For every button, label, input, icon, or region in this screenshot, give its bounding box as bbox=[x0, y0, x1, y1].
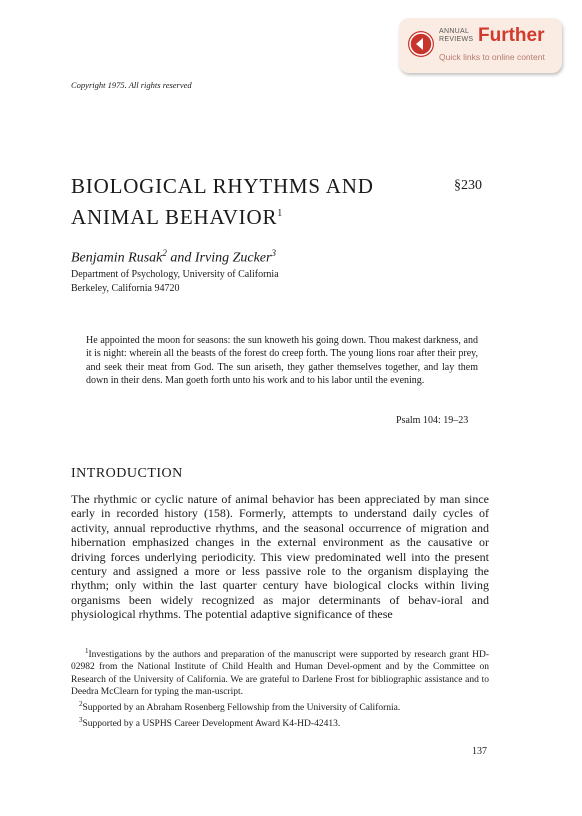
title-line-2: ANIMAL BEHAVIOR$^1$ bbox=[71, 205, 283, 229]
further-label: Further bbox=[478, 25, 545, 46]
copyright-notice: Copyright 1975. All rights reserved bbox=[71, 80, 192, 90]
author2-footnote-mark[interactable]: 3 bbox=[271, 248, 276, 258]
author1-footnote-mark[interactable]: 2 bbox=[162, 248, 167, 258]
author-line: Benjamin Rusak$^2$ and Irving Zucker$^3$ bbox=[71, 248, 276, 266]
epigraph-citation: Psalm 104: 19–23 bbox=[396, 415, 469, 426]
title-footnote-mark[interactable]: 1 bbox=[277, 208, 283, 219]
annual-reviews-wordmark: ANNUAL REVIEWS bbox=[439, 28, 474, 43]
footnote-2: $^2$Supported by an Abraham Rosenberg Fellowship from the University of California. bbox=[79, 699, 401, 714]
footnotes bbox=[71, 645, 489, 731]
author-zucker: Irving Zucker bbox=[194, 250, 272, 266]
author-rusak: Benjamin Rusak bbox=[71, 250, 163, 266]
section-heading: INTRODUCTION bbox=[71, 466, 183, 481]
epigraph-text: He appointed the moon for seasons: the sun knoweth his going down. Thou makest darkness, and it is night: wherein all the beasts of the forest do creep forth. The young lions roar after their prey, and seek their meat from God. The sun ariseth, they gather themselves together, and lay them down in their dens. Man goeth forth unto his work and to his labor until the evening. bbox=[86, 335, 478, 387]
body-paragraph: The rhythmic or cyclic nature of animal behavior has been appreciated by man since early in recorded history (158). Formerly, attempts to understand daily cycles of activity, annual reproductive rhythms, and the seasonal occurrence of migration and hibernation emphasized changes in the external environment as the causative or driving forces underlying periodicity. This view predominated well into the present century and assigned a more or less passive role to the organism displaying the rhythm; only within the last quarter century have biological clocks within living organisms been widely recognized as major determinants of behav-ioral and physiological rhythms. The potential adaptive significance of these bbox=[71, 492, 489, 622]
annual-reviews-logo-icon bbox=[408, 31, 434, 57]
article-title bbox=[71, 172, 431, 231]
footnote-1: $^1$Investigations by the authors and preparation of the manuscript were supported by research grant HD-02982 from the National Institute of Child Health and Human Devel-opment and by the Committee on Research of the University of California. We are grateful to Darlene Frost for bibliographic assistance and to Deedra McClearn for typing the man-uscript. bbox=[71, 647, 489, 697]
further-badge[interactable] bbox=[399, 18, 562, 73]
footnote-3: $^3$Supported by a USPHS Career Development Award K4-HD-42413. bbox=[79, 716, 341, 730]
title-line-1: BIOLOGICAL RHYTHMS AND bbox=[71, 174, 374, 198]
section-code: §230 bbox=[454, 178, 482, 193]
page-number: 137 bbox=[472, 746, 487, 757]
affiliation: Department of Psychology, University of California Berkeley, California 94720 bbox=[71, 269, 279, 294]
quick-links-label: Quick links to online content bbox=[439, 52, 545, 62]
